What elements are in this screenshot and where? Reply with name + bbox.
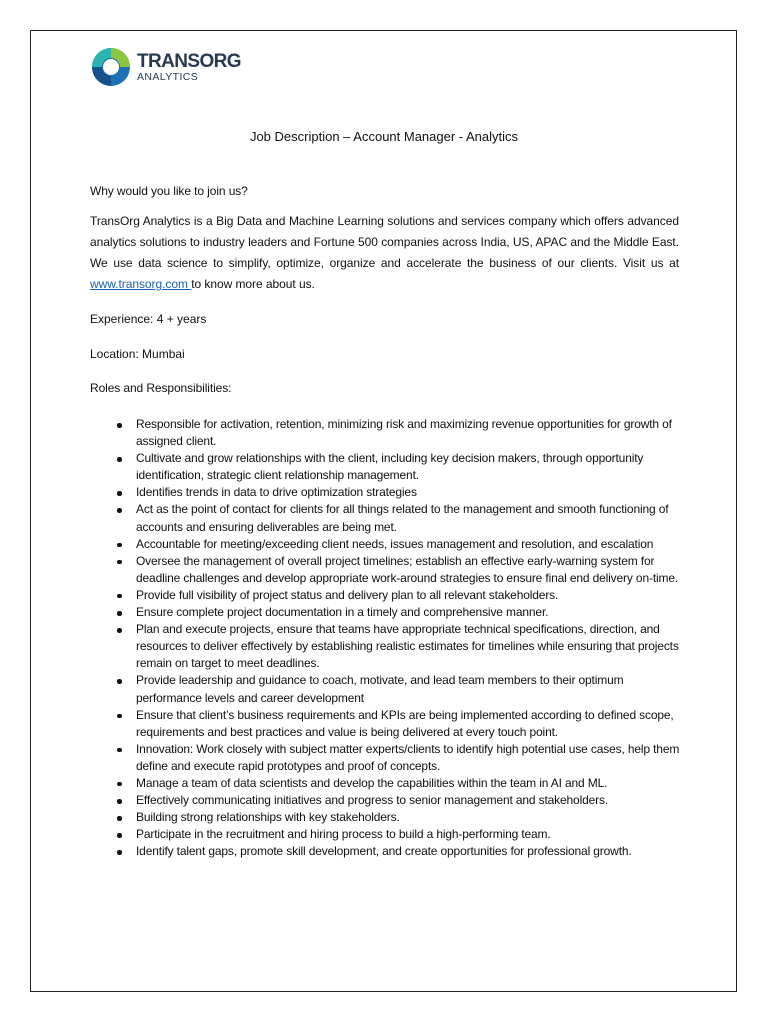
list-item: Identifies trends in data to drive optimization strategies (115, 484, 683, 501)
logo-name: TRANSORG (137, 50, 241, 72)
experience-field (90, 311, 206, 327)
company-logo (89, 45, 241, 89)
list-item: Innovation: Work closely with subject matter experts/clients to identify high potential use cases, help them define and execute rapid prototypes and proof of concepts. (115, 741, 683, 775)
bullet-icon (117, 799, 122, 804)
bullet-icon (117, 850, 122, 855)
list-item: Effectively communicating initiatives and progress to senior management and stakeholders. (115, 792, 683, 809)
list-item: Accountable for meeting/exceeding client needs, issues management and resolution, and escalation (115, 536, 683, 553)
list-item: Act as the point of contact for clients for all things related to the management and smooth functioning of accounts and ensuring deliverables are being met. (115, 501, 683, 535)
bullet-icon (117, 508, 122, 513)
bullet-icon (117, 560, 122, 565)
roles-heading: Roles and Responsibilities: (90, 381, 232, 395)
bullet-icon (117, 423, 122, 428)
bullet-icon (117, 816, 122, 821)
why-join-heading: Why would you like to join us? (90, 184, 248, 198)
location-label: Location: (90, 347, 139, 361)
website-link[interactable]: www.transorg.com (90, 277, 192, 291)
bullet-icon (117, 543, 122, 548)
bullet-icon (117, 782, 122, 787)
company-description (90, 211, 679, 295)
bullet-icon (117, 491, 122, 496)
logo-subtitle: ANALYTICS (137, 70, 199, 83)
list-item: Cultivate and grow relationships with the client, including key decision makers, through opportunity identification, strategic client relationship management. (115, 450, 683, 484)
list-item: Participate in the recruitment and hiring process to build a high-performing team. (115, 826, 683, 843)
bullet-icon (117, 628, 122, 633)
list-item: Plan and execute projects, ensure that teams have appropriate technical specifications, direction, and resources to deliver effectively by establishing realistic estimates for timelines while ensuring that projects remain on target to meet deadlines. (115, 621, 683, 672)
bullet-icon (117, 833, 122, 838)
list-item: Manage a team of data scientists and develop the capabilities within the team in AI and ML. (115, 775, 683, 792)
list-item: Provide full visibility of project status and delivery plan to all relevant stakeholders. (115, 587, 683, 604)
bullet-icon (117, 714, 122, 719)
bullet-icon (117, 679, 122, 684)
experience-label: Experience: (90, 312, 154, 326)
list-item: Ensure that client’s business requirements and KPIs are being implemented according to defined scope, requirements and best practices and value is being delivered at every touch point. (115, 707, 683, 741)
bullet-icon (117, 457, 122, 462)
bullet-icon (117, 611, 122, 616)
document-title: Job Description – Account Manager - Analytics (249, 129, 519, 144)
description-text: TransOrg Analytics is a Big Data and Machine Learning solutions and services company which offers advanced analytics solutions to industry leaders and Fortune 500 companies across India, US, APAC and the Middle East. We use data science to simplify, optimize, organize and accelerate the business of our clients. Visit us at (90, 214, 679, 270)
list-item: Ensure complete project documentation in a timely and comprehensive manner. (115, 604, 683, 621)
bullet-icon (117, 748, 122, 753)
responsibilities-list (115, 416, 683, 860)
bullet-icon (117, 594, 122, 599)
location-field (90, 346, 185, 362)
list-item: Oversee the management of overall project timelines; establish an effective early-warning system for deadline challenges and develop appropriate work-around strategies to ensure final end delivery on-time. (115, 553, 683, 587)
location-value: Mumbai (138, 347, 185, 361)
description-text-end: to know more about us. (191, 277, 315, 291)
list-item: Building strong relationships with key stakeholders. (115, 809, 683, 826)
list-item: Responsible for activation, retention, minimizing risk and maximizing revenue opportunities for growth of assigned client. (115, 416, 683, 450)
experience-value: 4 + years (153, 312, 207, 326)
list-item: Identify talent gaps, promote skill development, and create opportunities for professional growth. (115, 843, 683, 860)
list-item: Provide leadership and guidance to coach, motivate, and lead team members to their optimum performance levels and career development (115, 672, 683, 706)
transorg-logo-icon (89, 45, 133, 89)
